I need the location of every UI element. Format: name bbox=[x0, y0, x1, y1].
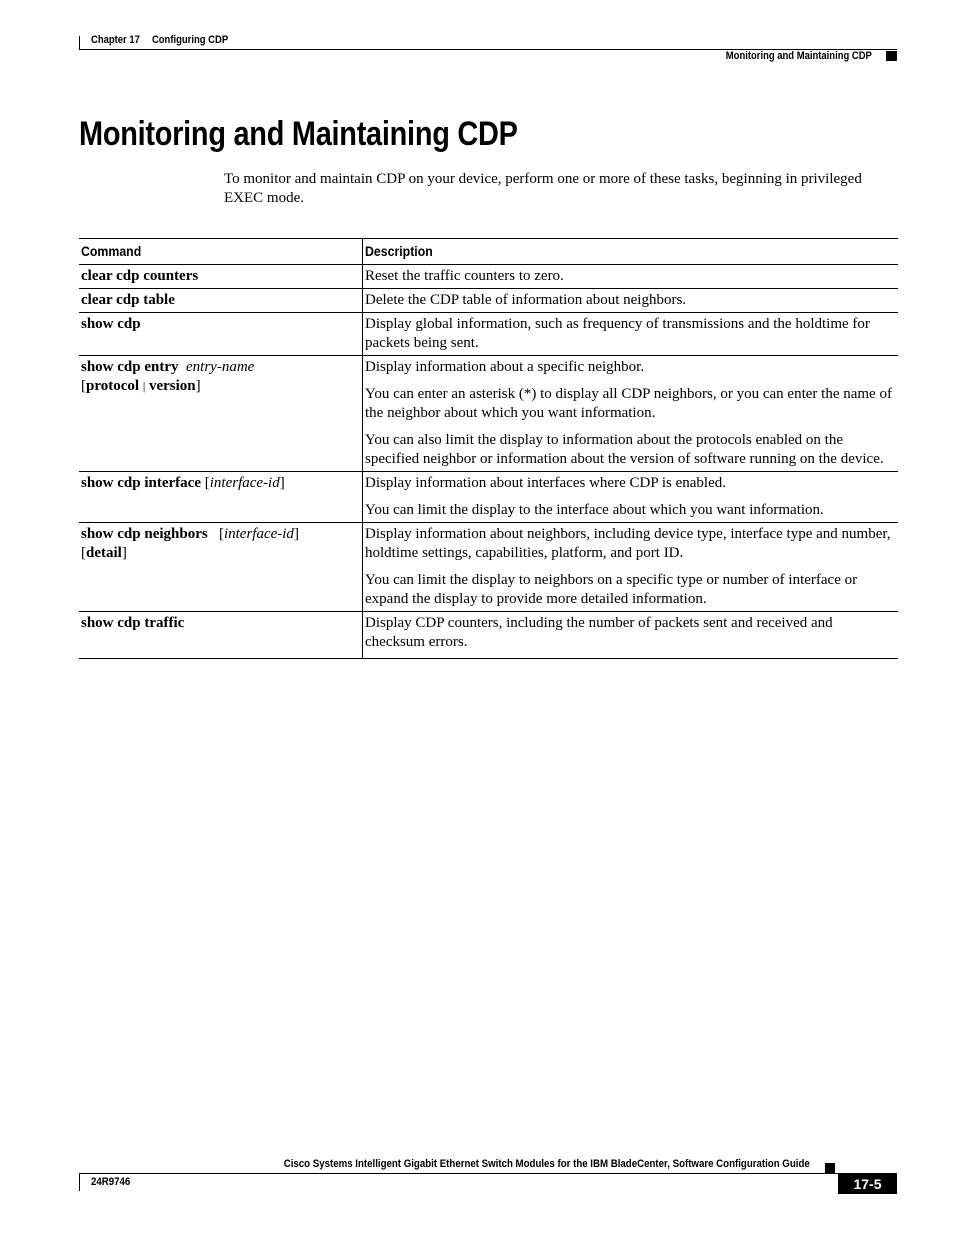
bracket-close: ] bbox=[121, 545, 127, 561]
command-cell bbox=[79, 313, 363, 356]
description-text: You can also limit the display to information about the protocols enabled on the specified neighbor or information about the version of software running on the device. bbox=[365, 432, 884, 467]
footer-marker bbox=[825, 1163, 835, 1173]
description-text: You can limit the display to the interface about which you want information. bbox=[365, 502, 824, 518]
description-text: Reset the traffic counters to zero. bbox=[365, 268, 564, 284]
table-row bbox=[79, 265, 898, 289]
table-row bbox=[79, 356, 898, 472]
bracket-open: [ bbox=[204, 475, 210, 491]
table-header-row bbox=[79, 239, 898, 265]
command-argument: entry-name bbox=[186, 359, 255, 375]
column-header-command: Command bbox=[79, 239, 363, 265]
command-name: show cdp entry bbox=[81, 359, 179, 375]
command-name: clear cdp counters bbox=[81, 268, 199, 284]
description-text: You can enter an asterisk (*) to display all CDP neighbors, or you can enter the name of the neighbor about which you want information. bbox=[365, 386, 892, 421]
header-marker bbox=[886, 51, 897, 61]
page-title: Monitoring and Maintaining CDP bbox=[79, 115, 518, 153]
description-cell bbox=[363, 265, 899, 289]
bracket-open: [ bbox=[81, 378, 86, 394]
header-section-title: Monitoring and Maintaining CDP bbox=[725, 50, 872, 62]
header-chapter-title: Configuring CDP bbox=[151, 34, 229, 46]
command-table bbox=[79, 238, 898, 659]
option-separator: | bbox=[142, 379, 146, 393]
command-cell bbox=[79, 472, 363, 523]
description-text: Display information about interfaces where CDP is enabled. bbox=[365, 475, 727, 491]
header-chapter bbox=[91, 34, 240, 46]
bracket-close: ] bbox=[279, 475, 285, 491]
description-cell bbox=[363, 472, 899, 523]
bracket-close: ] bbox=[195, 378, 201, 394]
description-cell bbox=[363, 523, 899, 612]
command-option: version bbox=[148, 378, 196, 394]
command-cell bbox=[79, 289, 363, 313]
command-name: show cdp interface bbox=[81, 475, 201, 491]
description-text: You can limit the display to neighbors on a specific type or number of interface or expand the display to provide more detailed information. bbox=[365, 572, 858, 607]
command-name: show cdp neighbors bbox=[81, 526, 208, 542]
header-rule-vertical bbox=[79, 36, 80, 50]
description-text: Delete the CDP table of information about neighbors. bbox=[365, 292, 687, 308]
bracket-close: ] bbox=[293, 526, 299, 542]
command-option: protocol bbox=[86, 378, 140, 394]
table-row bbox=[79, 289, 898, 313]
command-name: show cdp bbox=[81, 316, 141, 332]
table-row bbox=[79, 523, 898, 612]
command-argument: interface-id bbox=[223, 526, 294, 542]
footer-rule-vertical bbox=[79, 1173, 80, 1191]
description-text: Display information about a specific neighbor. bbox=[365, 359, 645, 375]
intro-paragraph: To monitor and maintain CDP on your device, perform one or more of these tasks, beginning in privileged EXEC mode. bbox=[224, 171, 862, 206]
command-cell bbox=[79, 612, 363, 659]
description-text: Display global information, such as frequency of transmissions and the holdtime for packets being sent. bbox=[365, 316, 870, 351]
bracket-open: [ bbox=[218, 526, 224, 542]
description-text: Display information about neighbors, including device type, interface type and number, holdtime settings, capabilities, platform, and port ID. bbox=[365, 526, 891, 561]
footer-rule bbox=[79, 1173, 897, 1174]
description-cell bbox=[363, 612, 899, 659]
page-number: 17-5 bbox=[838, 1174, 897, 1194]
footer-doc-number: 24R9746 bbox=[91, 1176, 131, 1188]
header-chapter-number: Chapter 17 bbox=[91, 34, 140, 46]
description-text: Display CDP counters, including the number of packets sent and received and checksum errors. bbox=[365, 615, 833, 650]
column-header-description: Description bbox=[363, 239, 899, 265]
description-cell bbox=[363, 313, 899, 356]
table-row bbox=[79, 612, 898, 659]
table-row bbox=[79, 472, 898, 523]
command-name: show cdp traffic bbox=[81, 615, 185, 631]
bracket-open: [ bbox=[81, 545, 86, 561]
command-cell bbox=[79, 356, 363, 472]
description-cell bbox=[363, 356, 899, 472]
command-cell bbox=[79, 523, 363, 612]
command-cell bbox=[79, 265, 363, 289]
footer-guide-title: Cisco Systems Intelligent Gigabit Ethernet Switch Modules for the IBM BladeCenter, Software Configuration Guide bbox=[283, 1158, 810, 1170]
table-row bbox=[79, 313, 898, 356]
description-cell bbox=[363, 289, 899, 313]
command-name: clear cdp table bbox=[81, 292, 175, 308]
command-argument: interface-id bbox=[209, 475, 280, 491]
command-option: detail bbox=[86, 545, 122, 561]
